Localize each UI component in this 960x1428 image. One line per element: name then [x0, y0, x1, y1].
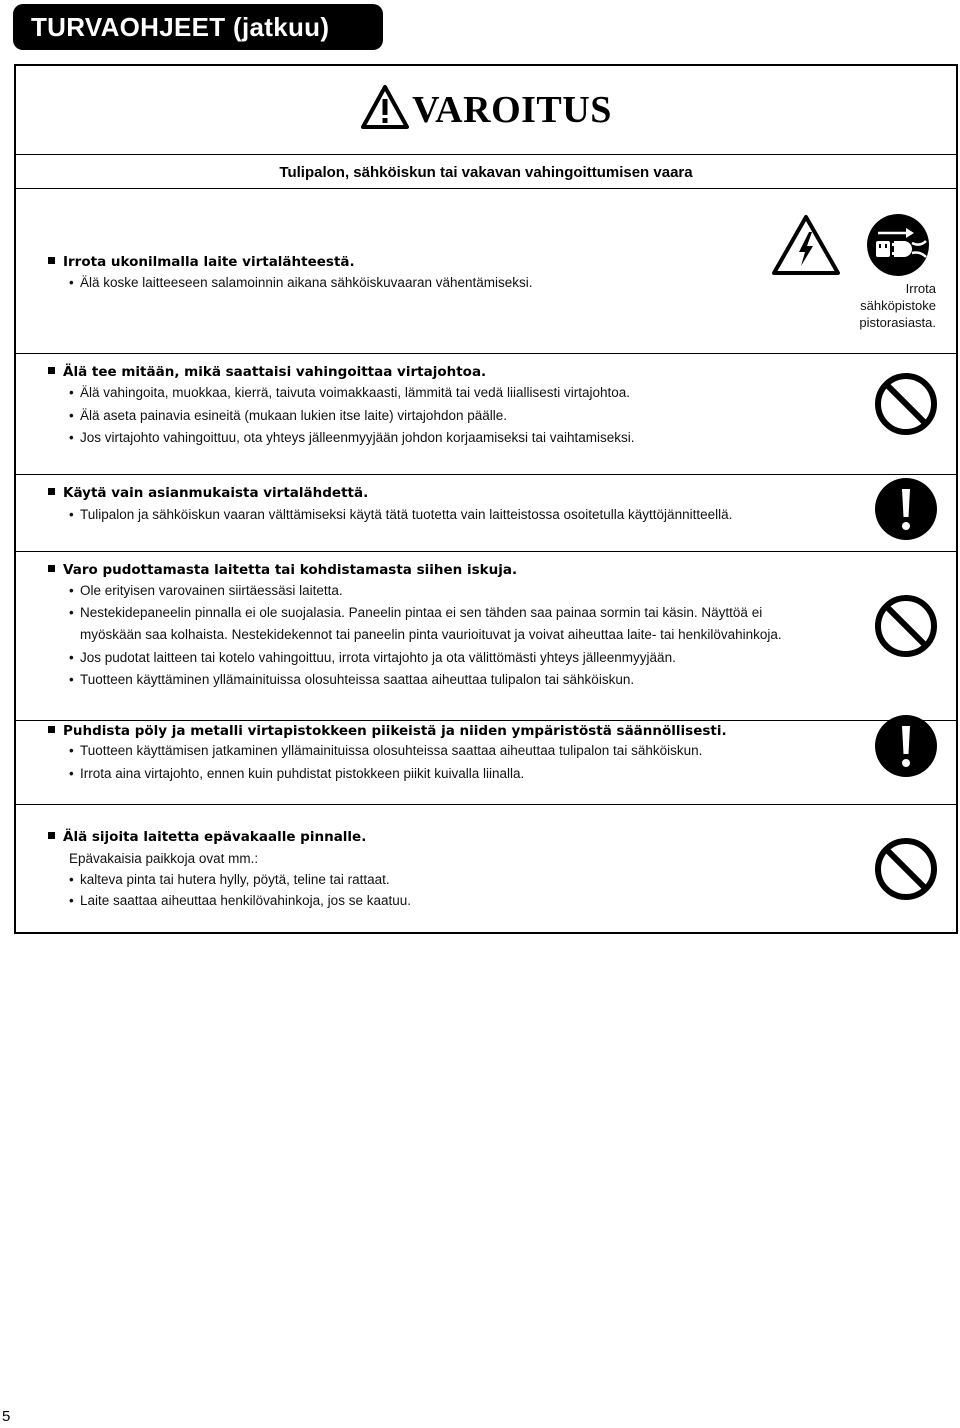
- warning-title: VAROITUS: [412, 89, 612, 131]
- section-heading: Käytä vain asianmukaista virtalähdettä.: [48, 485, 368, 501]
- unplug-icon: [866, 213, 930, 277]
- prohibition-icon: [874, 372, 938, 436]
- section-power-cord: [16, 354, 956, 475]
- continuation-line: myöskään saa kolhaista. Nestekidekennot tai paneelin pinta vaurioituvat ja voivat aiheuttaa laite- tai henkilövahinkoja.: [80, 627, 782, 642]
- bullet-line: • Laite saattaa aiheuttaa henkilövahinkoja, jos se kaatuu.: [69, 893, 411, 908]
- bullet-line: • Tuotteen käyttämisen jatkaminen yllämainituissa olosuhteissa saattaa aiheuttaa tulipalon tai sähköiskun.: [69, 743, 703, 758]
- warning-triangle-icon: [360, 84, 410, 130]
- square-bullet-icon: [48, 257, 55, 264]
- mandatory-action-icon: [874, 714, 938, 778]
- section-lightning: [16, 189, 956, 354]
- section-power-source: [16, 475, 956, 552]
- prohibition-icon: [874, 594, 938, 658]
- bullet-line: • kalteva pinta tai hutera hylly, pöytä, teline tai rattaat.: [69, 872, 390, 887]
- bullet-line: • Tulipalon ja sähköiskun vaaran välttämiseksi käytä tätä tuotetta vain laitteistossa osoitetulla käyttöjännitteellä.: [69, 507, 733, 522]
- square-bullet-icon: [48, 488, 55, 495]
- warning-box: [14, 64, 958, 934]
- warning-subtitle: Tulipalon, sähköiskun tai vakavan vahingoittumisen vaara: [16, 154, 956, 189]
- electric-shock-icon: [771, 214, 841, 276]
- bullet-line: • Jos virtajohto vahingoittuu, ota yhteys jälleenmyyjään johdon korjaamiseksi tai vaihtamiseksi.: [69, 430, 635, 445]
- square-bullet-icon: [48, 832, 55, 839]
- unplug-caption: Irrota sähköpistoke pistorasiasta.: [859, 281, 936, 330]
- bullet-line: • Ole erityisen varovainen siirtäessäsi laitetta.: [69, 583, 343, 598]
- page-header: TURVAOHJEET (jatkuu): [13, 4, 383, 50]
- plain-line: Epävakaisia paikkoja ovat mm.:: [69, 851, 259, 866]
- section-impact: [16, 552, 956, 721]
- square-bullet-icon: [48, 367, 55, 374]
- bullet-line: • Nestekidepaneelin pinnalla ei ole suojalasia. Paneelin pintaa ei sen tähden saa painaa sormin tai käsin. Näyttöä ei: [69, 605, 763, 620]
- section-heading: Irrota ukonilmalla laite virtalähteestä.: [48, 254, 355, 270]
- section-cleaning: [16, 721, 956, 805]
- prohibition-icon: [874, 837, 938, 901]
- section-unstable-surface: [16, 805, 956, 932]
- bullet-line: • Irrota aina virtajohto, ennen kuin puhdistat pistokkeen piikit kuivalla liinalla.: [69, 766, 525, 781]
- bullet-line: • Älä vahingoita, muokkaa, kierrä, taivuta voimakkaasti, lämmitä tai vedä liiallisesti virtajohtoa.: [69, 385, 630, 400]
- page-number: 5: [2, 1408, 11, 1425]
- square-bullet-icon: [48, 565, 55, 572]
- bullet-line: • Tuotteen käyttäminen yllämainituissa olosuhteissa saattaa aiheuttaa tulipalon tai sähköiskun.: [69, 672, 635, 687]
- mandatory-action-icon: [874, 477, 938, 541]
- section-heading: Puhdista pöly ja metalli virtapistokkeen piikeistä ja niiden ympäristöstä säännöllisesti.: [48, 723, 727, 739]
- bullet-line: • Älä aseta painavia esineitä (mukaan lukien itse laite) virtajohdon päälle.: [69, 408, 508, 423]
- section-heading: Varo pudottamasta laitetta tai kohdistamasta siihen iskuja.: [48, 562, 517, 578]
- section-heading: Älä tee mitään, mikä saattaisi vahingoittaa virtajohtoa.: [48, 364, 486, 380]
- bullet-line: • Jos pudotat laitteen tai kotelo vahingoittuu, irrota virtajohto ja ota välittömästi yhteys jälleenmyyjään.: [69, 650, 676, 665]
- bullet-line: • Älä koske laitteeseen salamoinnin aikana sähköiskuvaaran vähentämiseksi.: [69, 275, 533, 290]
- warning-title-row: [16, 66, 956, 155]
- section-heading: Älä sijoita laitetta epävakaalle pinnalle.: [48, 829, 366, 845]
- square-bullet-icon: [48, 726, 55, 733]
